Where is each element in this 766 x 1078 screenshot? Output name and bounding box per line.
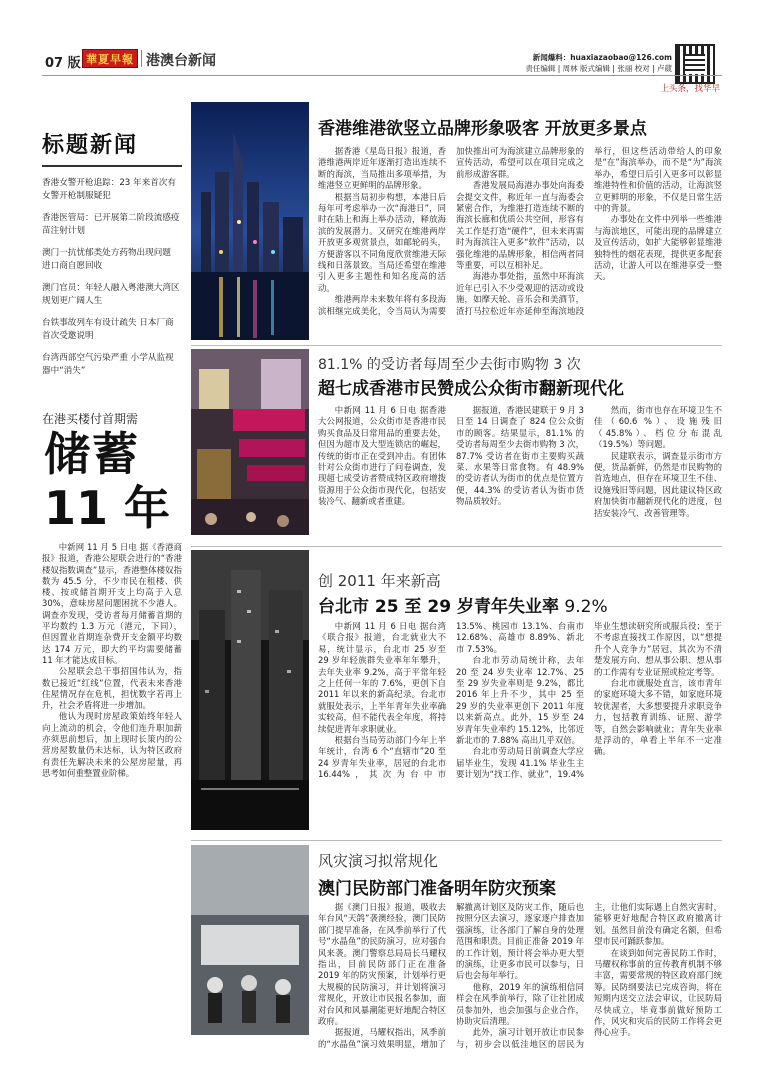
section-name: 港澳台新闻 bbox=[146, 53, 216, 69]
newspaper-logo: 華夏早報 bbox=[82, 49, 138, 68]
slogan: 上头条，找华早 bbox=[660, 84, 720, 94]
masthead-rule bbox=[42, 75, 722, 76]
paragraph: 此外，演习计划开放让市民参与，初步会以低洼地区的居民为主，让他们实际遇上自然灾害时，能够更好地配合特区政府撤离计划。虽然目前没有确定名额，但希望市民可踊跃参加。 bbox=[456, 902, 722, 1049]
article-title[interactable] bbox=[318, 592, 608, 617]
editorial-credits bbox=[512, 52, 672, 74]
paragraph: 香港发展局海港办事处向海委会提交文件，称近年一直与海委会紧密合作，为维港打造连续不断的海滨长廊和优质公共空间，形容有关工作是打造“硬件”，但未来再需时为海滨注入更多“软件”活动，以强化维港的品牌形象，相信两者同等重要，可以互相补足。 bbox=[456, 180, 584, 271]
article-title[interactable]: 澳门民防部门准备明年防灾预案 bbox=[318, 879, 556, 899]
street-market-photo bbox=[191, 349, 309, 535]
feature-body bbox=[42, 542, 182, 779]
feature-headline: 储蓄 bbox=[44, 427, 140, 481]
paragraph: 据香港《星岛日报》报道，香港维港两岸近年逐渐打造出连续不断的海滨，当局推出多项举措，为维港竖立更鲜明的品牌形象。 bbox=[318, 146, 446, 191]
qr-code-icon bbox=[675, 44, 715, 84]
paragraph: 据报道，马耀权指出，风季前的“水晶鱼”演习效果明显，增加了解撤离计划区及防灾工作，随后也按照分区去演习，逐家逐户排查加强演练，让各部门了解自身的处理范围和职责。目前正准备 2019 年的工作计划，预计将会举办更大型的演练，让更多市民可以参与，日后也会每年举行。 bbox=[318, 902, 584, 1049]
article-body bbox=[318, 405, 722, 535]
section-divider bbox=[191, 840, 722, 841]
paragraph: 海港办事处指，虽然中环海滨近年已引入不少受观迎的活动或设施，如摩天轮、音乐会和美酒节，渣打马拉松近年亦延伸至海滨地段举行，但这些活动带给人的印象是“在”海滨举办，而不是“为”海滨举办，希望日后引入更多可以彰显维港特性和价值的活动，让海滨竖立更鲜明的形象，不仅是日常生活中的背景。 bbox=[456, 146, 722, 316]
paragraph: 办事处在文件中列举一些维港与海滨地区，可能出现的品牌建立及宣传活动，如扩大能够彰显维港独特性的烟花表现，提供更多配套活动，让游人可以在维港享受一整天。 bbox=[594, 214, 722, 282]
brief-item[interactable]: 香港女警开枪追踪：23 年来首次有女警开枪制服疑犯 bbox=[42, 178, 176, 201]
masthead bbox=[0, 0, 766, 94]
section-divider bbox=[191, 345, 722, 346]
paragraph: 然而，街市也存在环境卫生不佳（60.6 %）、设施残旧（45.8%）、档位分布混乱（19.5%）等问题。 bbox=[594, 405, 722, 450]
article-title[interactable]: 超七成香港市民赞成公众街市翻新现代化 bbox=[318, 379, 624, 399]
news-tip-email: 新闻爆料：huaxiazaobao@126.com bbox=[532, 53, 672, 62]
paragraph: 他认为现时房屋政策始终年轻人向上流动的机会，令他们连升职加薪亦须思前想后，加上现时长策内的公营房屋数量仍未达标，认为特区政府有责任先解决未来的公屋房屋量，再思考如何重整置业阶梯。 bbox=[42, 711, 182, 778]
page-number: 07 版 bbox=[45, 56, 81, 71]
article-title[interactable]: 香港维港欲竖立品牌形象吸客 开放更多景点 bbox=[318, 119, 647, 139]
macau-drill-photo bbox=[191, 845, 309, 1035]
title-main: 台北市 25 至 29 岁青年失业率 bbox=[318, 597, 559, 617]
paragraph: 维港两岸未来数年将有多段海滨相继完成美化，令当局认为需要加快推出可为海滨建立品牌形象的宣传活动，希望可以在项目完成之前形成游客群。 bbox=[318, 146, 584, 316]
section-title: 标题新闻 bbox=[42, 128, 182, 167]
feature-headline-years: 11 年 bbox=[44, 481, 171, 535]
brief-item[interactable]: 香港医管局：已开展第二阶段流感疫苗注射计划 bbox=[42, 213, 180, 236]
article-body bbox=[318, 146, 722, 340]
paragraph: 根据台当局劳动部门今年上半年统计，台湾 6 个“直辖市”20 至 24 岁青年失业率，居冠的台北市 16.44%，其次为台中市 13.5%、桃园市 13.1%、台南市 12.68%、高雄市 8.89%、新北市 7.53%。 bbox=[318, 621, 584, 780]
paragraph: 据《澳门日报》报道，吸收去年台风“天鸽”袭澳经验，澳门民防部门提早准备，在风季前举行了代号“水晶鱼”的民防演习，应对强台风来袭。澳门警察总局局长马耀权指出，目前民防部门正在准备 2019 年的防灾预案，计划举行更大规模的民防演习，并计划将演习常规化，开放让市民报名参加，面对台风和风暴潮能更好地配合特区政府。 bbox=[318, 902, 446, 1027]
paragraph: 中新网 11 月 5 日电 据《香港商报》报道，香港公屋联会进行的“香港楼奴指数调查”显示，香港整体楼奴指数为 45.5 分，不少市民在租楼、供楼、按或储首期开支上均高于入息 30%，意味房屋问题困扰不少港人。调查亦发现，受访者每月储蓄首期的平均数约 1.3 万元（港元，下同），但因置业首期连杂费开支金额平均数达 174 万元，即大约平均需要储蓄 11 年才能达成目标。 bbox=[42, 542, 182, 665]
brief-item[interactable]: 澳门一抗忧郁类处方药物出现问题 进口商自愿回收 bbox=[42, 248, 171, 271]
article-subtitle: 创 2011 年来新高 bbox=[318, 572, 441, 590]
paragraph: 台北市劳动局日前调查大学应届毕业生，发现 41.1% 毕业生主要计划为“找工作、就业”，19.4% 毕业生想读研究所或服兵役；至于不考虑直接找工作原因，以“想提升个人竞争力”居冠，其次为不清楚发展方向、想从事公职、想从事的工作需有专业证照或检定考等。 bbox=[456, 621, 722, 780]
brief-item[interactable]: 台湾西部空气污染严重 小学从监视器中“消失” bbox=[42, 353, 174, 376]
paragraph: 台北市劳动局统计称，去年 20 至 24 岁失业率 12.7%、25 至 29 岁失业率则是 9.2%，都比 2016 年上升不少，其中 25 至 29 岁的失业率更创下 2011 年度以来新高点。此外，15 岁至 24 岁青年失业率约 15.12%，比邻近新北市的 7.88% 高出几乎双倍。 bbox=[456, 655, 584, 746]
brief-list bbox=[42, 177, 182, 377]
taipei-skyline-photo bbox=[191, 550, 309, 830]
paragraph: 公屋联会总干事招国伟认为，指数已接近“红线”位置，代表未来香港住屋情况存在危机，担忧数字若再上升，社会矛盾将进一步增加。 bbox=[42, 666, 182, 711]
article-body bbox=[318, 621, 722, 829]
article-subtitle: 81.1% 的受访者每周至少去街市购物 3 次 bbox=[318, 357, 581, 373]
paragraph: 民建联表示，调查显示街市方便，货品新鲜，仍然是市民购物的首选地点，但存在环境卫生不佳、设施残旧等问题，因此建议特区政府加快街市翻新现代化的进度，包括安装冷气、改善管理等。 bbox=[594, 450, 722, 518]
harbour-night-photo bbox=[191, 102, 309, 340]
article-subtitle: 风灾演习拟常规化 bbox=[318, 852, 439, 870]
masthead-divider bbox=[141, 50, 142, 67]
headline-news-column bbox=[42, 128, 182, 387]
brief-item[interactable]: 台铁事故列车有设计疏失 日本厂商首次受邀说明 bbox=[42, 318, 174, 341]
editor-names: 责任编辑 | 周林 版式编辑 | 张丽 校对 | 卢葳 bbox=[525, 64, 672, 73]
paragraph: 中新网 11 月 6 日电 据香港大公网报道，公众街市是香港市民购买食品及日常用品的重要去处，但因为超市及大型连锁店的崛起，传统的街市正在受到冲击。有团体针对公众街市进行了问卷调查，发现超七成受访者赞成特区政府增拨资源用于公众街市现代化，包括安装冷气、翻新或者重建。 bbox=[318, 405, 446, 507]
paragraph: 他称，2019 年的演练相信同样会在风季前举行，除了让社团成员参加外，也会加强与企业合作，协助灾后清理。 bbox=[456, 981, 584, 1027]
paragraph: 中新网 11 月 6 日电 据台湾《联合报》报道，台北就业大不易，统计显示，台北市 25 岁至 29 岁年轻族群失业率年年攀升，去年失业率 9.2%，高于平常年轻之上任何一年的 7.6%，更创下自 2011 年以来的新高纪录。台北市就服处表示，上半年青年失业率确实较高，但不能代表全年度，将持续促进青年求职就业。 bbox=[318, 621, 446, 734]
paragraph: 据报道，香港民建联于 9 月 3 日至 14 日调查了 824 位公众街市的顾客。结果显示，81.1% 的受访者每周至少去街市购物 3 次，87.7% 受访者在街市主要购买蔬菜、水果等日常食物。有 48.9% 的受访者认为街市的优点是位置方便，44.3% 的受访者认为街市货物品质较好。 bbox=[456, 405, 584, 507]
paragraph: 根据当局初步构想，本港日后每年可考虑举办一次“海港日”，同时在陆上和海上举办活动，释放海滨的发展潜力。又研究在维港两岸开放更多观赏景点，如邮轮码头，方便游客以不同角度欣赏维港天际线和日落景致。当局还希望在维港引入更多主题性和知名度高的活动。 bbox=[318, 191, 446, 293]
paragraph: 台北市就服处直言，该市青年的家庭环境大多不错，如家庭环境较优渥者，大多想要提升求职竞争力，包括教育训练、证照、游学等，自然会影响就业；青年失业率是浮动的，单看上半年不一定准确。 bbox=[594, 678, 722, 757]
feature-kicker: 在港买楼付首期需 bbox=[42, 412, 139, 426]
article-body bbox=[318, 902, 722, 1072]
section-divider bbox=[191, 546, 722, 547]
paragraph: 在谈到如何完善民防工作时，马耀权称事前的宣传教育机制不够丰富，需要常规的特区政府部门统筹。民防纲要法已完成咨询，将在短期内送交立法会审议，让民防局尽快成立，毕竟事前做好预防工作，风灾和灾后的民防工作将会更得心应手。 bbox=[594, 947, 722, 1038]
brief-item[interactable]: 澳门官员：年轻人融入粤港澳大湾区 规划更广阔人生 bbox=[42, 283, 180, 306]
title-rate: 9.2% bbox=[559, 597, 608, 617]
